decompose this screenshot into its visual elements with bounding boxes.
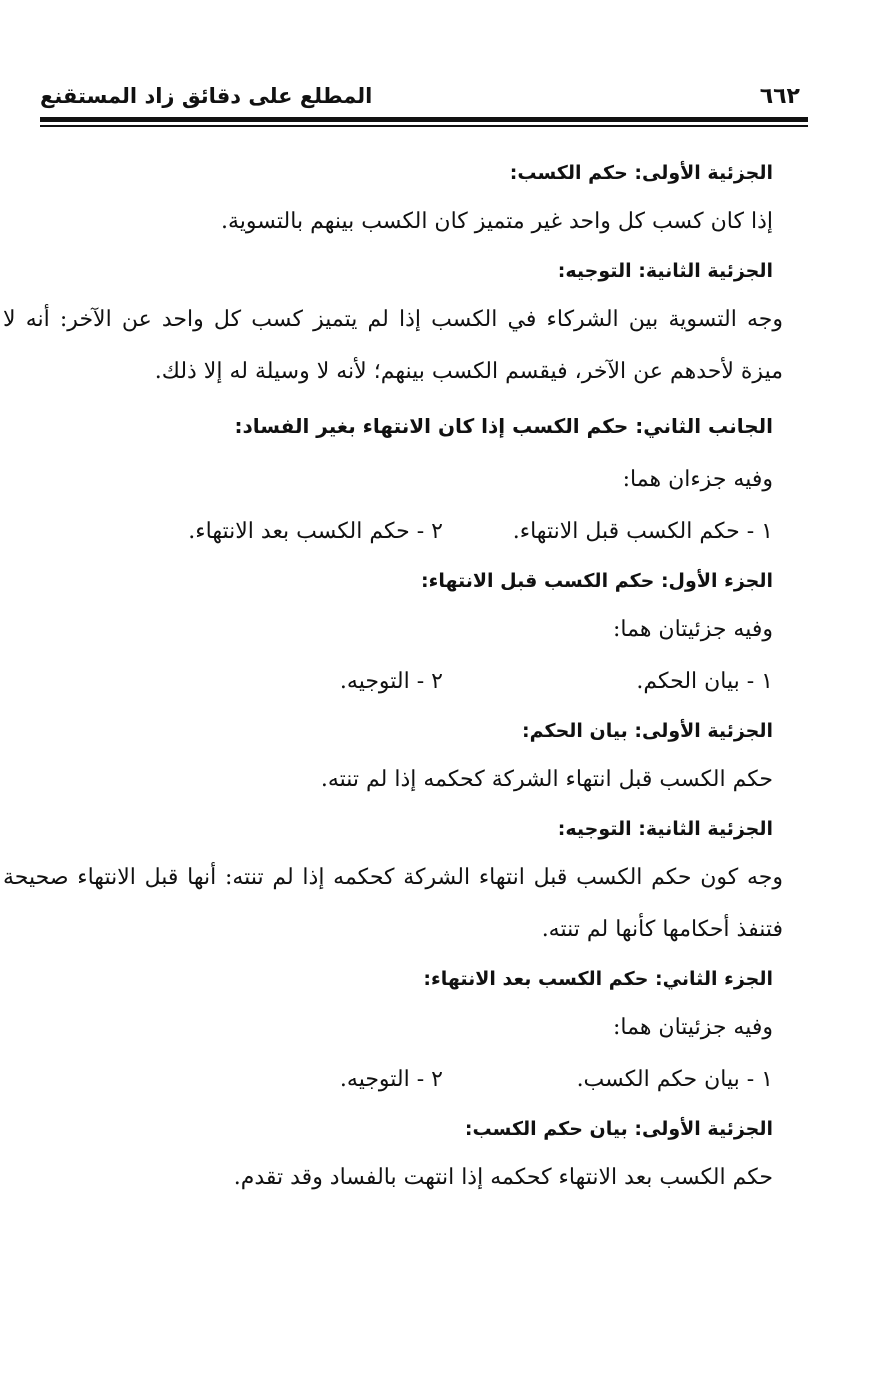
page-body	[3, 150, 784, 1204]
list-item: ٢ - التوجيه.	[339, 669, 443, 694]
paragraph: وفيه جزئيتان هما:	[613, 1015, 773, 1040]
page-number: ٦٦٢	[759, 84, 800, 109]
section-heading: الجزء الثاني: حكم الكسب بعد الانتهاء:	[423, 968, 773, 990]
paragraph: وجه كون حكم الكسب قبل انتهاء الشركة كحكمه إذا لم تنته: أنها قبل الانتهاء صحيحة فتنفذ أحكامها كأنها لم تنته.	[3, 865, 784, 942]
paragraph: إذا كان كسب كل واحد غير متميز كان الكسب بينهم بالتسوية.	[221, 209, 773, 234]
section-heading: الجزئية الأولى: حكم الكسب:	[509, 162, 773, 184]
list-item: ١ - بيان حكم الكسب.	[576, 1067, 773, 1092]
list-item: ١ - بيان الحكم.	[636, 669, 773, 694]
header-rule-thick	[40, 117, 808, 122]
list-item: ٢ - التوجيه.	[339, 1067, 443, 1092]
section-heading: الجزئية الأولى: بيان الحكم:	[522, 720, 773, 742]
paragraph: وفيه جزءان هما:	[622, 467, 773, 492]
section-heading: الجانب الثاني: حكم الكسب إذا كان الانتهاء بغير الفساد:	[234, 414, 773, 438]
paragraph: وفيه جزئيتان هما:	[613, 617, 773, 642]
paragraph: وجه التسوية بين الشركاء في الكسب إذا لم يتميز كسب كل واحد عن الآخر: أنه لا ميزة لأحدهم عن الآخر، فيقسم الكسب بينهم؛ لأنه لا وسيلة له إلا ذلك.	[3, 307, 783, 384]
page-header	[40, 84, 808, 114]
numbered-list	[48, 506, 773, 558]
paragraph: حكم الكسب قبل انتهاء الشركة كحكمه إذا لم تنته.	[320, 767, 773, 792]
section-heading: الجزء الأول: حكم الكسب قبل الانتهاء:	[421, 570, 773, 592]
list-item: ٢ - حكم الكسب بعد الانتهاء.	[188, 519, 443, 544]
book-title: المطلع على دقائق زاد المستقنع	[40, 84, 373, 108]
section-heading: الجزئية الثانية: التوجيه:	[557, 260, 773, 282]
section-heading: الجزئية الأولى: بيان حكم الكسب:	[464, 1118, 773, 1140]
numbered-list	[48, 656, 773, 708]
header-rule-thin	[40, 125, 808, 127]
section-heading: الجزئية الثانية: التوجيه:	[557, 818, 773, 840]
numbered-list	[48, 1054, 773, 1106]
list-item: ١ - حكم الكسب قبل الانتهاء.	[512, 519, 773, 544]
paragraph: حكم الكسب بعد الانتهاء كحكمه إذا انتهت بالفساد وقد تقدم.	[233, 1165, 773, 1190]
